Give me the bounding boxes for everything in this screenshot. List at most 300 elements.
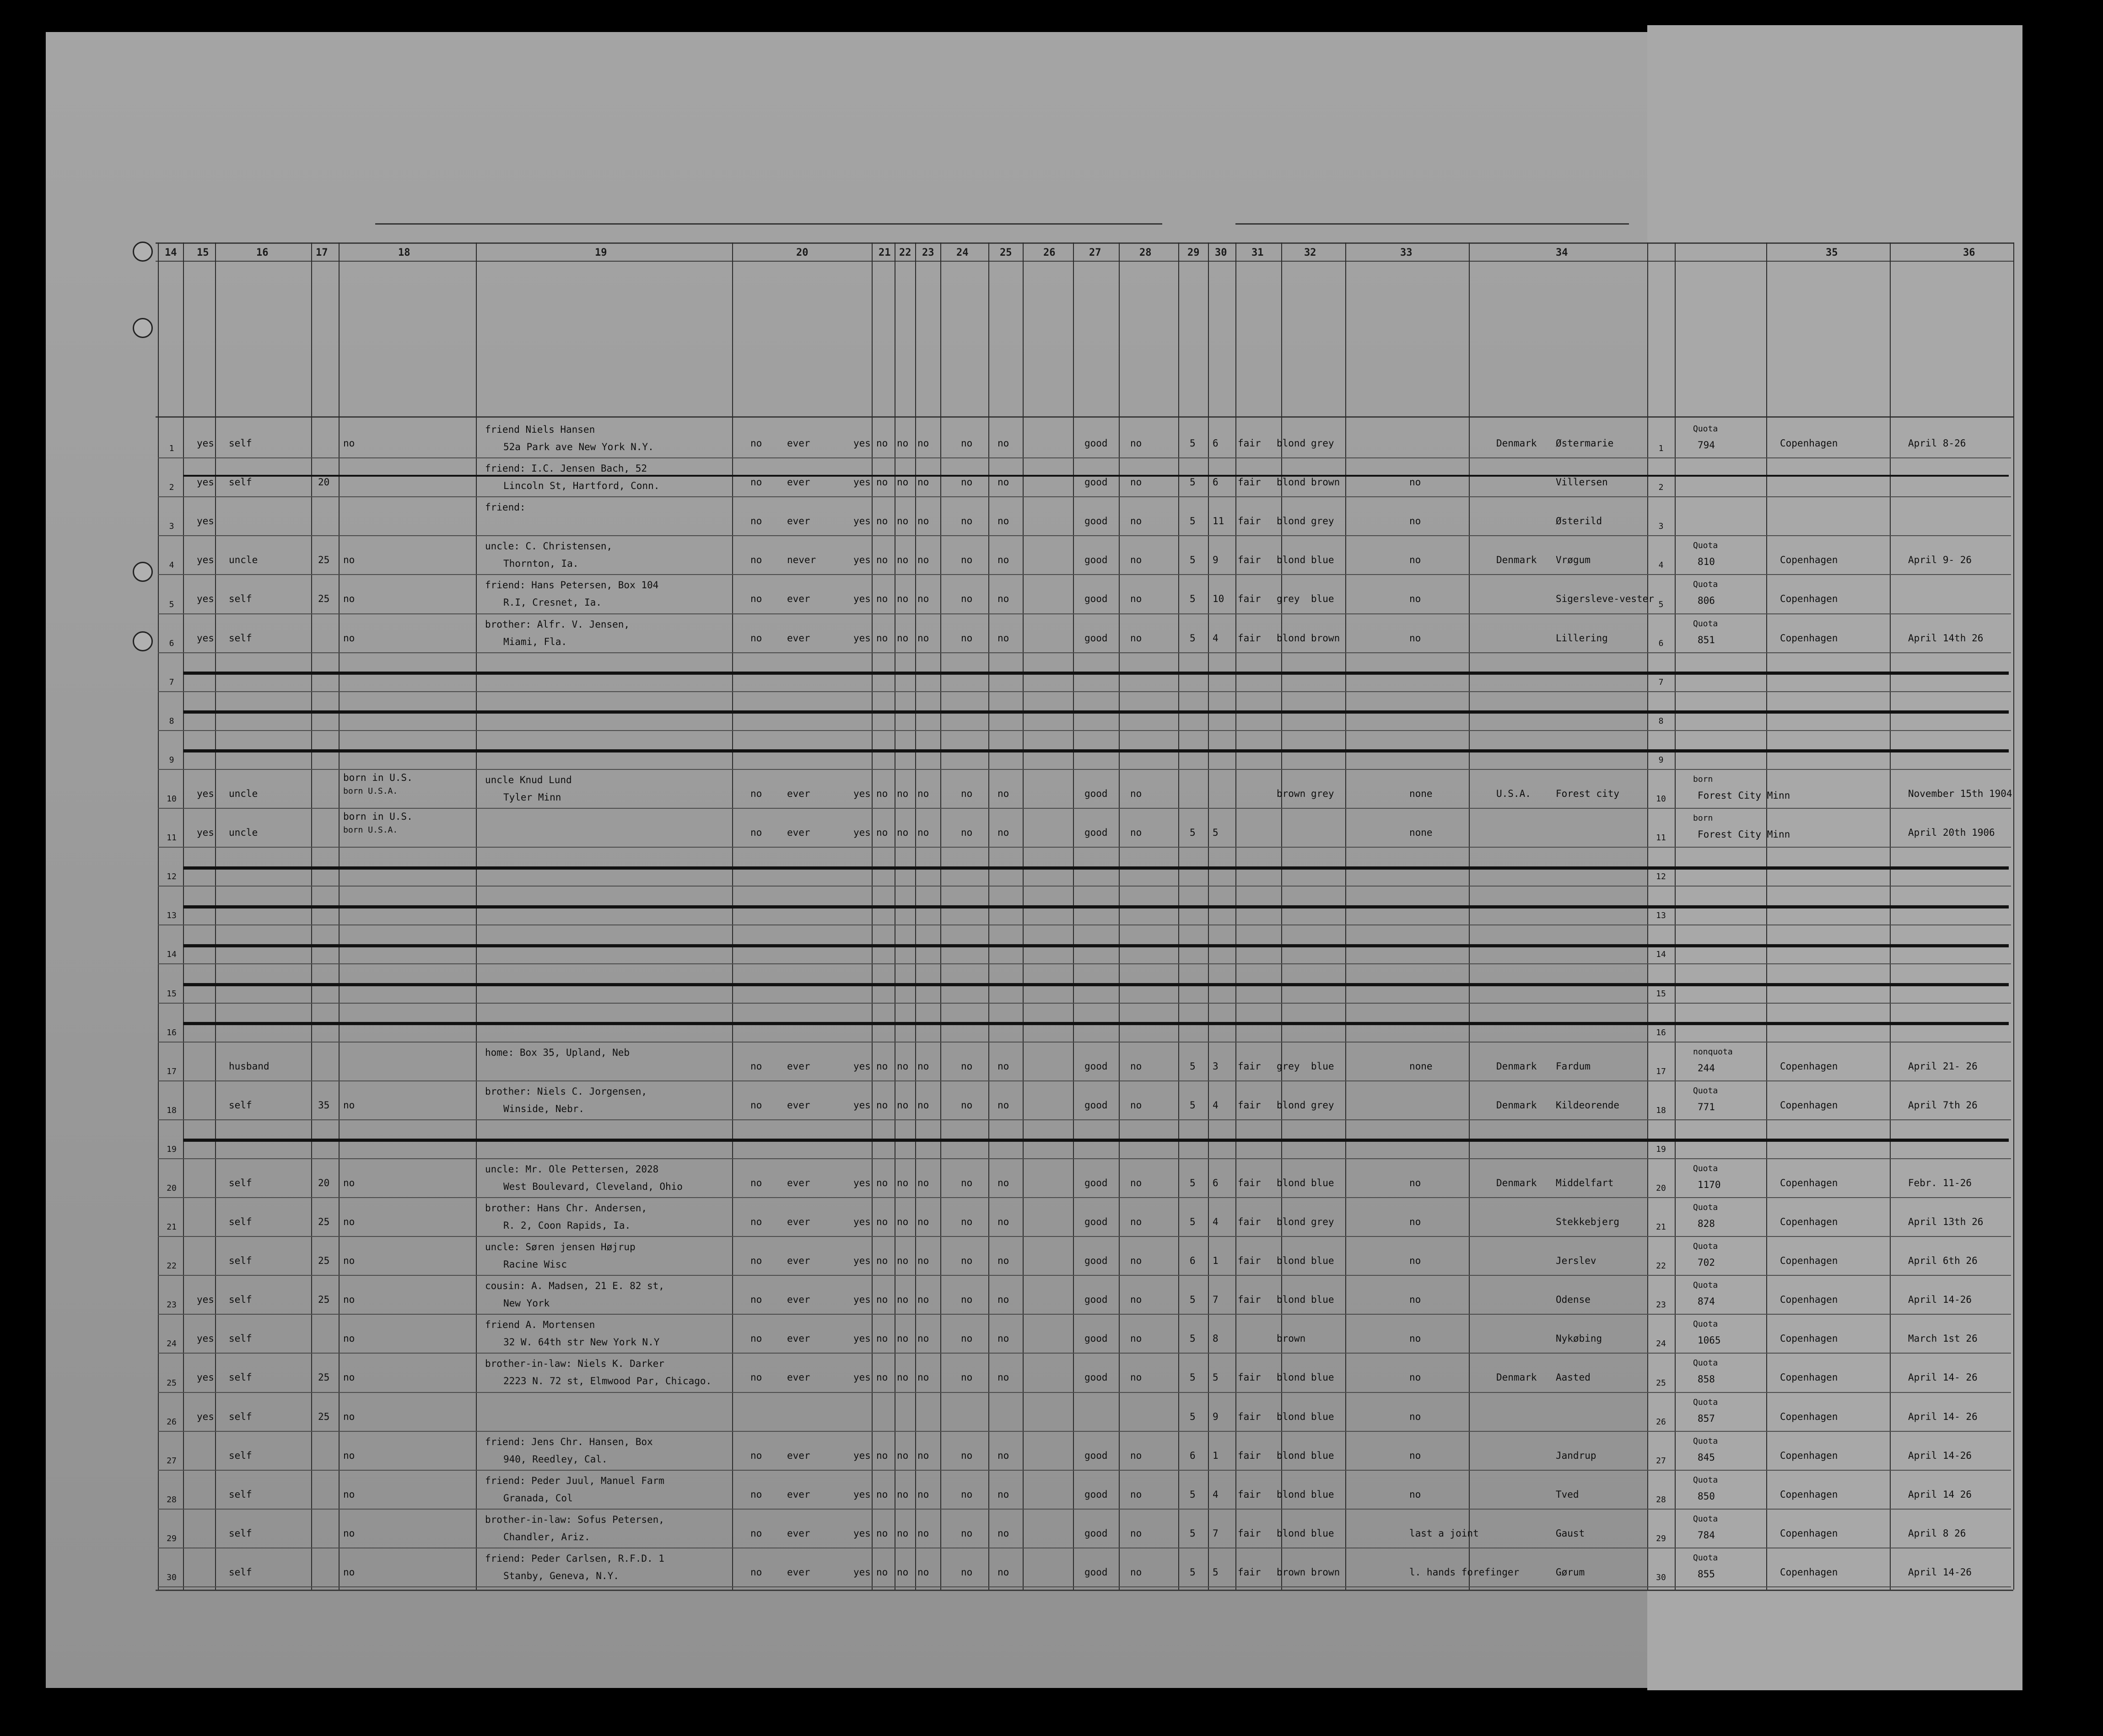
- row-rule: [158, 1470, 2011, 1471]
- row-rule: [158, 847, 2011, 848]
- cell-p1: no: [750, 632, 762, 644]
- cell-money: 20: [318, 477, 330, 488]
- cell-date: April 14- 26: [1908, 1372, 1978, 1383]
- cell-p4: no: [876, 593, 888, 605]
- row-number: 28: [167, 1494, 177, 1505]
- column-number: 23: [922, 247, 934, 258]
- cell-p7: no: [961, 1372, 973, 1383]
- cell-paid: husband: [229, 1060, 270, 1072]
- cell-money: 25: [318, 1255, 330, 1267]
- column-number: 27: [1089, 247, 1101, 258]
- cell-relative: friend:: [485, 502, 526, 513]
- cell-in: 1: [1213, 1255, 1219, 1267]
- cell-visa-prefix: born: [1693, 813, 1713, 823]
- column-number: 20: [796, 247, 809, 258]
- cell-marks: no: [1409, 1177, 1421, 1188]
- cell-visa-prefix: Quota: [1693, 1358, 1718, 1368]
- cell-p6: no: [917, 1489, 929, 1500]
- cell-before-in-us: no: [343, 593, 355, 605]
- column-number: 36: [1963, 247, 1975, 258]
- cell-ft: 5: [1190, 1099, 1196, 1111]
- column-number: 21: [879, 247, 891, 258]
- row-number-right: 18: [1656, 1105, 1666, 1115]
- port-underline: [375, 223, 869, 225]
- cell-p4: no: [876, 1333, 888, 1344]
- row-number: 30: [167, 1573, 177, 1582]
- cell-ft: 5: [1190, 1294, 1196, 1306]
- cell-p3: yes: [853, 593, 871, 605]
- cell-p5: no: [897, 1177, 909, 1188]
- cell-p3: yes: [853, 438, 871, 449]
- cell-address: Tyler Minn: [503, 791, 561, 803]
- cell-country: Denmark: [1496, 438, 1537, 449]
- cell-ticket: yes: [197, 477, 214, 488]
- cell-eyes: blue: [1311, 1177, 1334, 1188]
- cell-p7: no: [961, 1294, 973, 1306]
- cell-p7: no: [961, 1450, 973, 1461]
- cell-date: April 21- 26: [1908, 1060, 1978, 1072]
- column-number: 16: [256, 247, 269, 258]
- column-separator: [872, 242, 873, 1590]
- row-number: 3: [169, 521, 174, 532]
- cell-p4: no: [876, 516, 888, 527]
- cell-p8: no: [998, 516, 1009, 527]
- cell-visa-prefix: Quota: [1693, 1436, 1718, 1446]
- cell-before-in-us: no: [343, 554, 355, 566]
- column-separator: [1119, 242, 1120, 1590]
- cell-relative: friend: Jens Chr. Hansen, Box: [485, 1436, 653, 1447]
- cell-health: good: [1084, 1294, 1108, 1306]
- cell-ft: 5: [1190, 516, 1196, 527]
- row-number: 18: [167, 1105, 177, 1115]
- column-separator: [1023, 242, 1024, 1590]
- row-number-right: 14: [1656, 950, 1666, 960]
- cell-eyes: grey: [1311, 1099, 1334, 1111]
- column-separator: [311, 242, 312, 1590]
- cell-p3: yes: [853, 1099, 871, 1111]
- cell-p1: no: [750, 1527, 762, 1539]
- cell-health: good: [1084, 632, 1108, 644]
- cell-address: Thornton, Ia.: [503, 558, 579, 570]
- cell-health: good: [1084, 788, 1108, 799]
- cell-before-in-us: no: [343, 1489, 355, 1500]
- cell-p3: yes: [853, 1333, 871, 1344]
- cell-p5: no: [897, 438, 909, 449]
- cell-issued: Copenhagen: [1780, 1060, 1838, 1072]
- cell-p4: no: [876, 438, 888, 449]
- cell-p3: yes: [853, 554, 871, 566]
- row-number: 15: [167, 989, 177, 999]
- cell-visa-number: 828: [1698, 1218, 1715, 1229]
- column-number: 17: [316, 247, 328, 258]
- cell-p5: no: [897, 1255, 909, 1267]
- column-separator: [1675, 242, 1676, 1590]
- cell-complexion: fair: [1238, 438, 1261, 449]
- cell-paid: self: [229, 1333, 252, 1344]
- header-bottom-rule: [156, 416, 2013, 418]
- column-number-rule: [156, 261, 2013, 262]
- cell-city: Jandrup: [1556, 1450, 1596, 1461]
- cell-visa-prefix: born: [1693, 774, 1713, 784]
- cell-p4: no: [876, 1372, 888, 1383]
- cell-issued: Copenhagen: [1780, 1333, 1838, 1344]
- row-number: 5: [169, 599, 174, 609]
- cell-visa-prefix: Quota: [1693, 1242, 1718, 1252]
- row-rule: [158, 1586, 2011, 1587]
- cell-marks: l. hands forefinger: [1409, 1566, 1520, 1578]
- row-number: 14: [167, 950, 177, 960]
- cell-visa-number: 858: [1698, 1374, 1715, 1385]
- cell-marks: no: [1409, 1333, 1421, 1344]
- row-rule: [158, 808, 2011, 809]
- row-rule: [158, 535, 2011, 536]
- cell-date: April 13th 26: [1908, 1216, 1984, 1227]
- cell-marks: no: [1409, 1450, 1421, 1461]
- strike-through-line: [183, 905, 2009, 908]
- cell-deformed: no: [1130, 1372, 1142, 1383]
- cell-p2: never: [787, 554, 816, 566]
- column-separator: [1235, 242, 1236, 1590]
- cell-before-in-us: no: [343, 632, 355, 644]
- cell-visa-prefix: Quota: [1693, 1514, 1718, 1524]
- cell-in: 5: [1213, 827, 1219, 838]
- cell-hair: grey: [1277, 593, 1300, 605]
- cell-visa-prefix: Quota: [1693, 1280, 1718, 1290]
- cell-eyes: blue: [1311, 1489, 1334, 1500]
- column-number: 25: [1000, 247, 1012, 258]
- cell-p2: ever: [787, 477, 810, 488]
- cell-deformed: no: [1130, 1294, 1142, 1306]
- cell-paid: self: [229, 1372, 252, 1383]
- row-number-right: 5: [1658, 599, 1664, 609]
- row-number-right: 12: [1656, 872, 1666, 882]
- cell-visa-prefix: Quota: [1693, 1086, 1718, 1096]
- cell-p3: yes: [853, 516, 871, 527]
- cell-p8: no: [998, 1566, 1009, 1578]
- cell-complexion: fair: [1238, 1099, 1261, 1111]
- cell-p6: no: [917, 827, 929, 838]
- cell-p5: no: [897, 554, 909, 566]
- cell-money: 35: [318, 1099, 330, 1111]
- cell-marks: no: [1409, 1255, 1421, 1267]
- cell-ft: 5: [1190, 1372, 1196, 1383]
- cell-health: good: [1084, 1255, 1108, 1267]
- cell-p3: yes: [853, 1527, 871, 1539]
- cell-health: good: [1084, 593, 1108, 605]
- cell-in: 3: [1213, 1060, 1219, 1072]
- cell-city: Middelfart: [1556, 1177, 1614, 1188]
- cell-city: Østerild: [1556, 516, 1602, 527]
- cell-in: 8: [1213, 1333, 1219, 1344]
- cell-p7: no: [961, 477, 973, 488]
- cell-deformed: no: [1130, 827, 1142, 838]
- cell-before-in-us: no: [343, 1411, 355, 1422]
- row-number: 27: [167, 1456, 177, 1466]
- cell-deformed: no: [1130, 1566, 1142, 1578]
- cell-ticket: yes: [197, 438, 214, 449]
- cell-issued: Copenhagen: [1780, 1489, 1838, 1500]
- strike-through-line: [183, 866, 2009, 870]
- cell-marks: none: [1409, 1060, 1433, 1072]
- cell-issued: Copenhagen: [1780, 1294, 1838, 1306]
- cell-in: 5: [1213, 1566, 1219, 1578]
- cell-marks: no: [1409, 1489, 1421, 1500]
- cell-hair: blond: [1277, 477, 1306, 488]
- cell-money: 20: [318, 1177, 330, 1188]
- cell-p5: no: [897, 1099, 909, 1111]
- cell-p6: no: [917, 593, 929, 605]
- cell-p1: no: [750, 1216, 762, 1227]
- cell-city: Forest city: [1556, 788, 1620, 799]
- row-number-right: 29: [1656, 1533, 1666, 1543]
- cell-hair: blond: [1277, 1294, 1306, 1306]
- cell-address: Miami, Fla.: [503, 636, 567, 647]
- cell-ticket: yes: [197, 516, 214, 527]
- cell-complexion: fair: [1238, 1566, 1261, 1578]
- cell-marks: no: [1409, 477, 1421, 488]
- cell-relative: uncle Knud Lund: [485, 774, 572, 785]
- row-rule: [158, 1003, 2011, 1004]
- cell-eyes: grey: [1311, 516, 1334, 527]
- cell-ft: 6: [1190, 1450, 1196, 1461]
- cell-deformed: no: [1130, 1527, 1142, 1539]
- cell-p6: no: [917, 1527, 929, 1539]
- cell-deformed: no: [1130, 1255, 1142, 1267]
- cell-deformed: no: [1130, 1450, 1142, 1461]
- row-number: 16: [167, 1027, 177, 1037]
- cell-p6: no: [917, 554, 929, 566]
- strike-through-line: [183, 944, 2009, 947]
- row-number-right: 23: [1656, 1300, 1666, 1310]
- cell-ft: 5: [1190, 554, 1196, 566]
- cell-p1: no: [750, 788, 762, 799]
- row-number-right: 28: [1656, 1494, 1666, 1505]
- cell-p7: no: [961, 1333, 973, 1344]
- row-rule: [158, 496, 2011, 497]
- cell-city: Odense: [1556, 1294, 1591, 1306]
- column-separator: [915, 242, 916, 1590]
- cell-address: 32 W. 64th str New York N.Y: [503, 1337, 660, 1348]
- row-number-right: 19: [1656, 1144, 1666, 1154]
- cell-complexion: fair: [1238, 1527, 1261, 1539]
- cell-in: 6: [1213, 438, 1219, 449]
- cell-p1: no: [750, 477, 762, 488]
- cell-issued: Copenhagen: [1780, 1411, 1838, 1422]
- row-number-right: 6: [1658, 638, 1664, 648]
- row-rule: [158, 1275, 2011, 1276]
- cell-address: Granada, Col: [503, 1492, 573, 1504]
- cell-deformed: no: [1130, 477, 1142, 488]
- cell-p7: no: [961, 438, 973, 449]
- cell-p3: yes: [853, 827, 871, 838]
- cell-p3: yes: [853, 1566, 871, 1578]
- cell-complexion: fair: [1238, 1450, 1261, 1461]
- cell-p2: ever: [787, 1060, 810, 1072]
- column-number: 28: [1139, 247, 1152, 258]
- cell-p1: no: [750, 593, 762, 605]
- cell-issued: Copenhagen: [1780, 1099, 1838, 1111]
- cell-deformed: no: [1130, 632, 1142, 644]
- cell-health: good: [1084, 1216, 1108, 1227]
- column-number: 14: [165, 247, 177, 258]
- cell-eyes: blue: [1311, 554, 1334, 566]
- cell-p5: no: [897, 1527, 909, 1539]
- column-separator: [940, 242, 941, 1590]
- column-number: 15: [197, 247, 209, 258]
- cell-address: R. 2, Coon Rapids, Ia.: [503, 1220, 631, 1231]
- cell-p3: yes: [853, 1255, 871, 1267]
- cell-p1: no: [750, 1060, 762, 1072]
- cell-hair: blond: [1277, 1216, 1306, 1227]
- row-rule: [158, 730, 2011, 731]
- cell-p5: no: [897, 477, 909, 488]
- cell-hair: blond: [1277, 1411, 1306, 1422]
- cell-in: 7: [1213, 1527, 1219, 1539]
- cell-visa-number: 857: [1698, 1413, 1715, 1424]
- cell-p7: no: [961, 1099, 973, 1111]
- cell-hair: blond: [1277, 1527, 1306, 1539]
- binder-hole: [133, 242, 153, 262]
- cell-issued: Copenhagen: [1780, 1255, 1838, 1267]
- cell-marks: no: [1409, 1372, 1421, 1383]
- cell-before-in-us: born in U.S.: [343, 772, 413, 783]
- cell-eyes: blue: [1311, 1060, 1334, 1072]
- cell-marks: no: [1409, 516, 1421, 527]
- cell-date: April 7th 26: [1908, 1099, 1978, 1111]
- cell-date: April 14 26: [1908, 1489, 1972, 1500]
- cell-p3: yes: [853, 788, 871, 799]
- cell-p8: no: [998, 593, 1009, 605]
- cell-complexion: fair: [1238, 554, 1261, 566]
- cell-in: 9: [1213, 1411, 1219, 1422]
- column-number: 29: [1187, 247, 1200, 258]
- cell-before-in-us: no: [343, 1216, 355, 1227]
- row-number-right: 2: [1658, 483, 1664, 493]
- cell-eyes: blue: [1311, 1255, 1334, 1267]
- strike-through-line: [183, 983, 2009, 986]
- cell-hair: blond: [1277, 632, 1306, 644]
- row-number: 29: [167, 1533, 177, 1543]
- cell-complexion: fair: [1238, 1255, 1261, 1267]
- row-number: 2: [169, 483, 174, 493]
- cell-ticket: yes: [197, 554, 214, 566]
- cell-visa-prefix: Quota: [1693, 580, 1718, 590]
- cell-marks: none: [1409, 788, 1433, 799]
- cell-p5: no: [897, 1489, 909, 1500]
- column-number: 18: [398, 247, 410, 258]
- cell-ticket: yes: [197, 1372, 214, 1383]
- cell-hair: blond: [1277, 1450, 1306, 1461]
- strike-through-line: [183, 710, 2009, 714]
- cell-p6: no: [917, 632, 929, 644]
- cell-p1: no: [750, 1450, 762, 1461]
- cell-p2: ever: [787, 788, 810, 799]
- cell-relative: friend: Peder Juul, Manuel Farm: [485, 1475, 664, 1486]
- cell-country: Denmark: [1496, 554, 1537, 566]
- row-number: 9: [169, 755, 174, 765]
- cell-in: 4: [1213, 632, 1219, 644]
- cell-marks: last a joint: [1409, 1527, 1479, 1539]
- cell-visa-prefix: Quota: [1693, 1203, 1718, 1212]
- cell-p5: no: [897, 1216, 909, 1227]
- cell-issued: Copenhagen: [1780, 1527, 1838, 1539]
- cell-visa-number: 810: [1698, 556, 1715, 568]
- cell-eyes: blue: [1311, 1372, 1334, 1383]
- cell-p5: no: [897, 1566, 909, 1578]
- cell-relative: cousin: A. Madsen, 21 E. 82 st,: [485, 1280, 664, 1292]
- cell-visa-number: 1065: [1698, 1335, 1721, 1346]
- cell-relative: brother-in-law: Sofus Petersen,: [485, 1514, 664, 1525]
- cell-health: good: [1084, 1372, 1108, 1383]
- cell-p3: yes: [853, 1216, 871, 1227]
- cell-visa-number: 851: [1698, 634, 1715, 645]
- cell-country: Denmark: [1496, 1177, 1537, 1188]
- cell-paid: uncle: [229, 554, 258, 566]
- cell-p4: no: [876, 1255, 888, 1267]
- cell-p2: ever: [787, 827, 810, 838]
- row-number-right: 15: [1656, 989, 1666, 999]
- cell-p2: ever: [787, 1333, 810, 1344]
- cell-p8: no: [998, 632, 1009, 644]
- cell-marks: no: [1409, 1294, 1421, 1306]
- cell-health: good: [1084, 477, 1108, 488]
- cell-p8: no: [998, 1333, 1009, 1344]
- cell-visa-prefix: nonquota: [1693, 1047, 1733, 1057]
- cell-country: Denmark: [1496, 1099, 1537, 1111]
- cell-deformed: no: [1130, 1177, 1142, 1188]
- cell-p1: no: [750, 554, 762, 566]
- row-rule: [158, 457, 2011, 458]
- cell-ft: 5: [1190, 1566, 1196, 1578]
- cell-health: good: [1084, 1333, 1108, 1344]
- cell-p6: no: [917, 1294, 929, 1306]
- cell-p5: no: [897, 1333, 909, 1344]
- cell-p6: no: [917, 1450, 929, 1461]
- cell-p2: ever: [787, 1489, 810, 1500]
- cell-ft: 5: [1190, 1527, 1196, 1539]
- row-number-right: 27: [1656, 1456, 1666, 1466]
- cell-relative: uncle: C. Christensen,: [485, 541, 613, 552]
- cell-visa-number: 794: [1698, 440, 1715, 451]
- cell-relative: friend: Hans Petersen, Box 104: [485, 580, 659, 591]
- cell-p8: no: [998, 1255, 1009, 1267]
- row-number: 20: [167, 1183, 177, 1193]
- cell-marks: no: [1409, 1216, 1421, 1227]
- cell-p6: no: [917, 1372, 929, 1383]
- cell-visa-number: 874: [1698, 1296, 1715, 1307]
- cell-hair: brown: [1277, 1333, 1306, 1344]
- cell-health: good: [1084, 438, 1108, 449]
- cell-p5: no: [897, 516, 909, 527]
- column-number: 35: [1826, 247, 1838, 258]
- cell-ft: 5: [1190, 593, 1196, 605]
- cell-health: good: [1084, 1566, 1108, 1578]
- cell-p4: no: [876, 1216, 888, 1227]
- row-rule: [158, 1158, 2011, 1159]
- row-number-right: 10: [1656, 794, 1666, 804]
- cell-paid: self: [229, 632, 252, 644]
- cell-health: good: [1084, 1099, 1108, 1111]
- cell-deformed: no: [1130, 593, 1142, 605]
- cell-p5: no: [897, 1372, 909, 1383]
- cell-p8: no: [998, 1294, 1009, 1306]
- cell-p6: no: [917, 477, 929, 488]
- cell-city: Gørum: [1556, 1566, 1585, 1578]
- cell-ticket: yes: [197, 1411, 214, 1422]
- cell-ft: 5: [1190, 1489, 1196, 1500]
- table-bottom-rule: [156, 1590, 2013, 1591]
- cell-date: April 6th 26: [1908, 1255, 1978, 1267]
